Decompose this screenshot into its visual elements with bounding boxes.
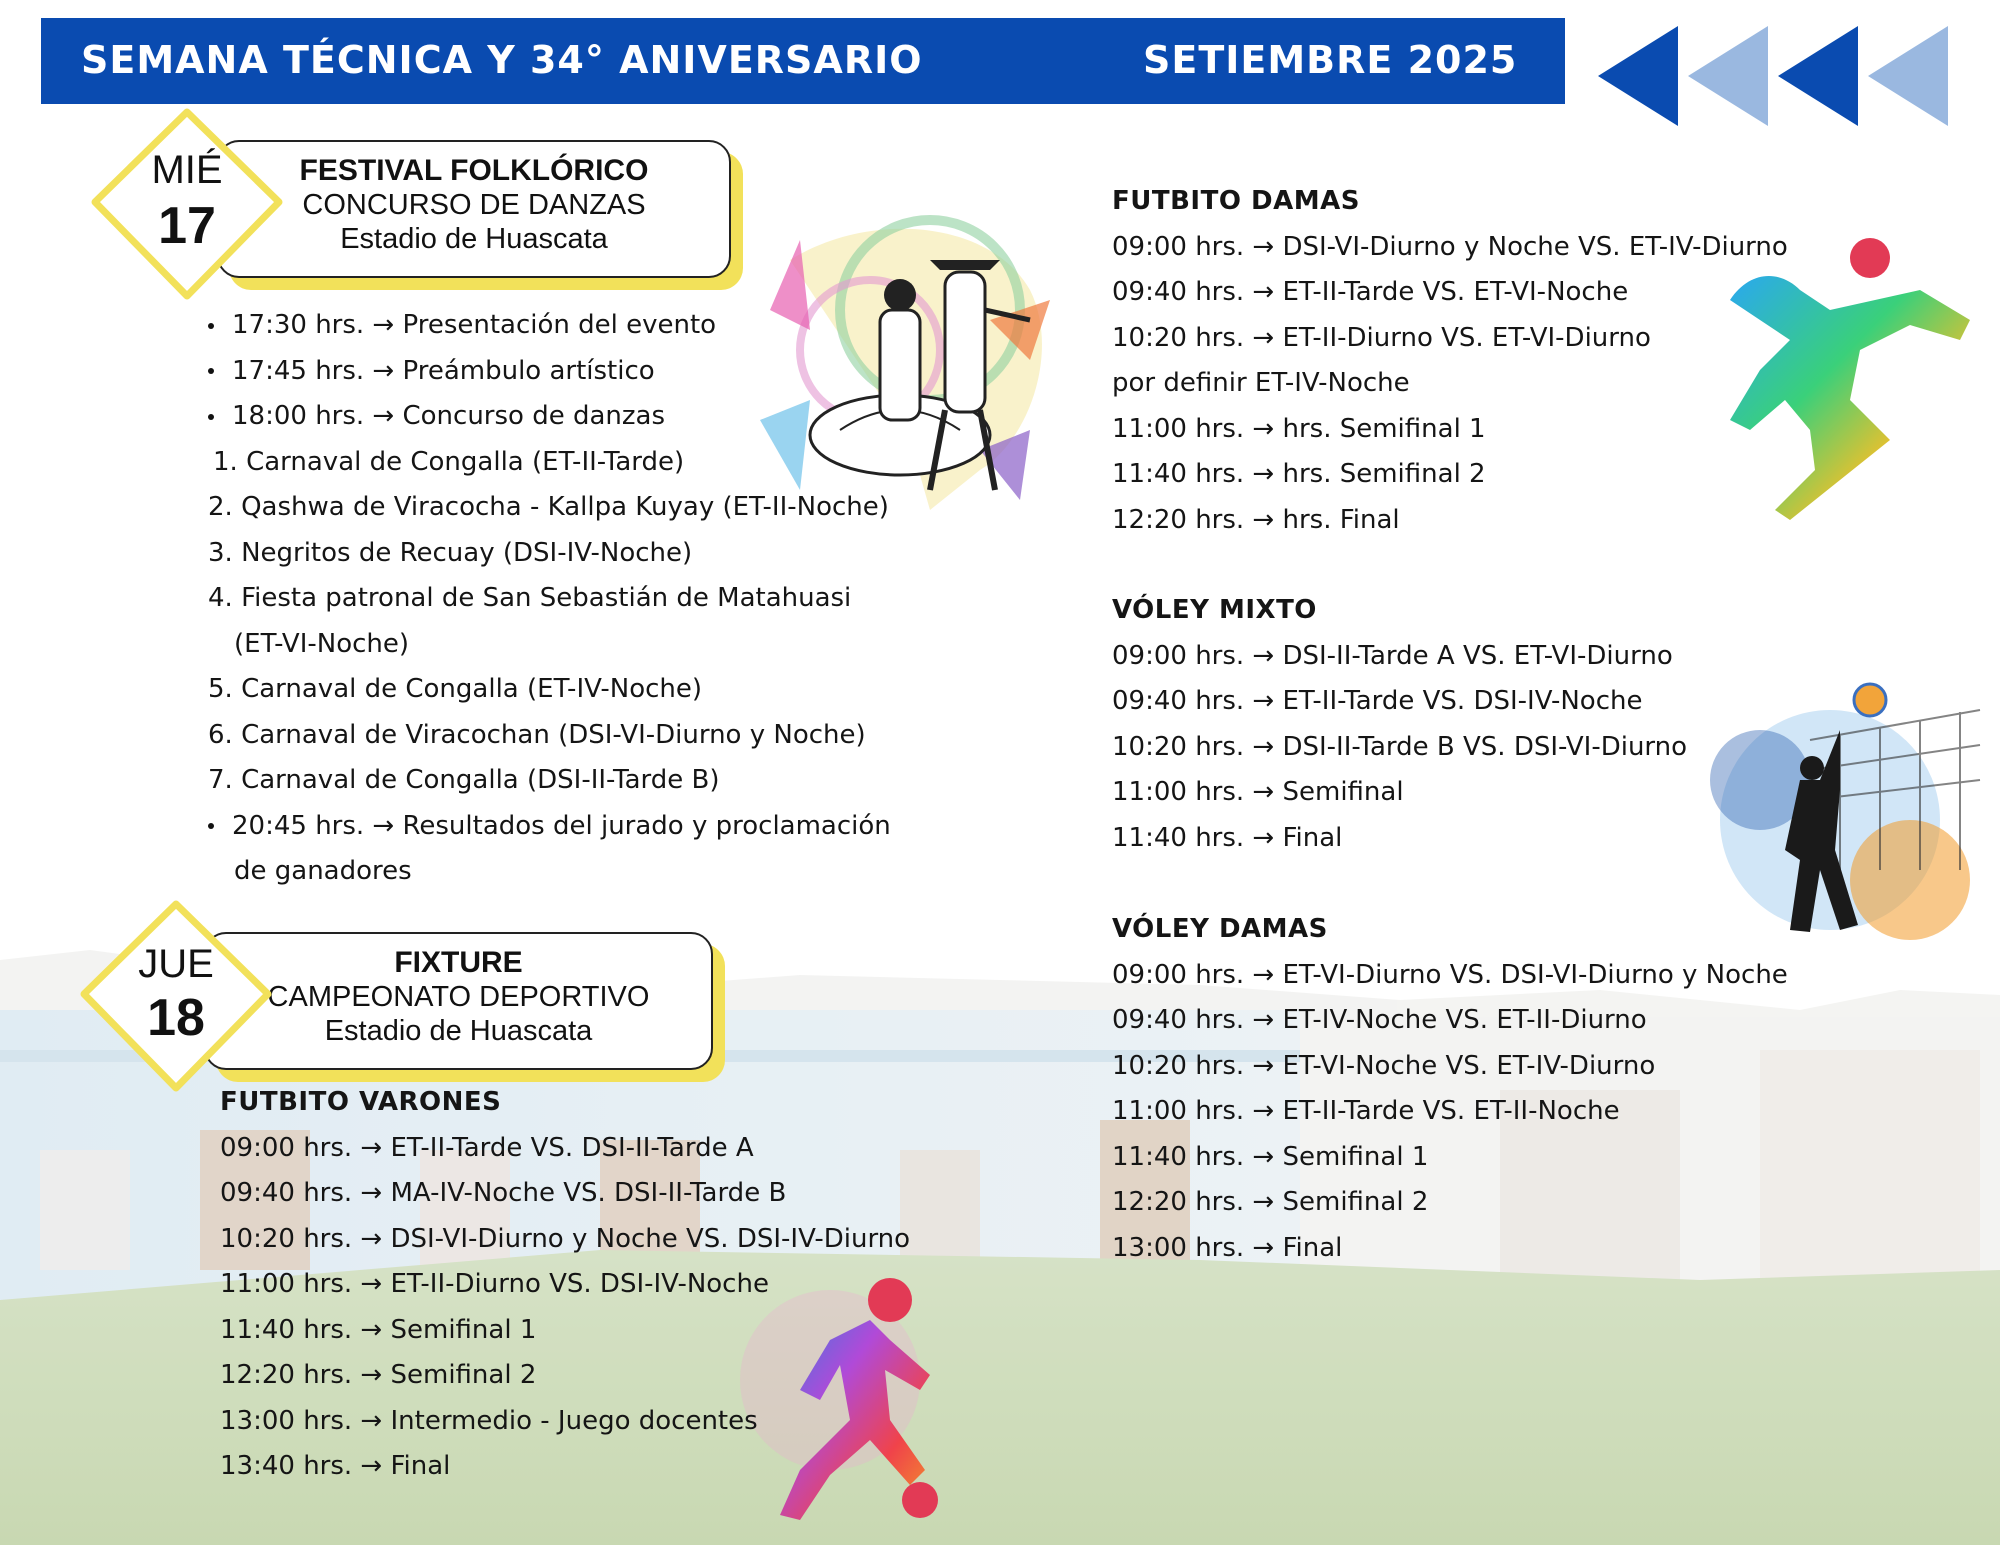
- list-item: 2. Qashwa de Viracocha - Kallpa Kuyay (ET-II-Noche): [208, 492, 889, 522]
- list-item: 18:00 hrs. → Concurso de danzas: [208, 394, 928, 440]
- bullet-icon: [208, 323, 214, 329]
- list-item: 10:20 hrs. → ET-VI-Noche VS. ET-IV-Diurno: [1112, 1050, 1656, 1081]
- event-title: FESTIVAL FOLKLÓRICO: [299, 154, 649, 187]
- list-item: 11:00 hrs. → ET-II-Tarde VS. ET-II-Noche: [1112, 1096, 1620, 1126]
- list-item: 09:40 hrs. → ET-IV-Noche VS. ET-II-Diurno: [1112, 1005, 1647, 1035]
- day-block-thursday: [76, 898, 756, 1098]
- event-subtitle: CONCURSO DE DANZAS: [302, 189, 646, 221]
- list-item: 09:00 hrs. → DSI-VI-Diurno y Noche VS. ET-IV-Diurno: [1112, 231, 1788, 262]
- header-title: SEMANA TÉCNICA Y 34° ANIVERSARIO: [81, 38, 923, 82]
- list-item: (ET-VI-Noche): [234, 628, 410, 659]
- chevron-arrows-icon: [1598, 26, 1958, 126]
- header-date: SETIEMBRE 2025: [1143, 38, 1518, 82]
- section-title: FUTBITO VARONES: [220, 1087, 502, 1117]
- day-block-wednesday: [87, 106, 767, 306]
- list-item: 17:30 hrs. → Presentación del evento: [208, 303, 928, 349]
- list-item: 09:40 hrs. → ET-II-Tarde VS. DSI-IV-Noche: [1112, 686, 1643, 716]
- event-title: FIXTURE: [394, 946, 523, 979]
- list-item: 11:40 hrs. → Semifinal 1: [220, 1314, 537, 1345]
- list-item: 7. Carnaval de Congalla (DSI-II-Tarde B): [208, 765, 720, 795]
- list-item: 11:40 hrs. → hrs. Semifinal 2: [1112, 459, 1486, 489]
- futbito-damas-list: [1112, 179, 1892, 543]
- event-box-festival: [217, 140, 731, 278]
- list-item: 11:00 hrs. → hrs. Semifinal 1: [1112, 413, 1486, 444]
- list-item: 1. Carnaval de Congalla (ET-II-Tarde): [213, 446, 685, 477]
- section-title: FUTBITO DAMAS: [1112, 186, 1360, 216]
- list-item: 17:45 hrs. → Preámbulo artístico: [208, 349, 928, 395]
- event-box-fixture: [204, 932, 713, 1070]
- list-item: 12:20 hrs. → hrs. Final: [1112, 504, 1400, 535]
- list-item: 10:20 hrs. → DSI-II-Tarde B VS. DSI-VI-Diurno: [1112, 731, 1688, 762]
- event-subtitle: CAMPEONATO DEPORTIVO: [267, 981, 650, 1013]
- header-bar: [41, 18, 1565, 104]
- list-item: 11:00 hrs. → Semifinal: [1112, 777, 1404, 807]
- day-number: 18: [147, 989, 205, 1047]
- bullet-icon: [208, 368, 214, 374]
- list-item: 3. Negritos de Recuay (DSI-IV-Noche): [208, 537, 693, 568]
- list-item: 09:40 hrs. → MA-IV-Noche VS. DSI-II-Tarde B: [220, 1178, 787, 1208]
- list-item: de ganadores: [234, 856, 412, 886]
- list-item: 11:40 hrs. → Final: [1112, 822, 1343, 853]
- bullet-icon: [208, 414, 214, 420]
- voley-mixto-list: [1112, 588, 1892, 861]
- bullet-icon: [208, 823, 214, 829]
- list-item: 11:00 hrs. → ET-II-Diurno VS. DSI-IV-Noche: [220, 1269, 769, 1299]
- list-item: 09:00 hrs. → ET-VI-Diurno VS. DSI-VI-Diurno y Noche: [1112, 959, 1788, 990]
- section-title: VÓLEY MIXTO: [1112, 595, 1317, 625]
- list-item: 12:20 hrs. → Semifinal 2: [1112, 1187, 1429, 1217]
- list-item: por definir ET-IV-Noche: [1112, 368, 1410, 398]
- festival-program-list: [208, 303, 928, 895]
- list-item: 09:00 hrs. → ET-II-Tarde VS. DSI-II-Tarde A: [220, 1132, 754, 1163]
- list-item: 4. Fiesta patronal de San Sebastián de Matahuasi: [208, 583, 852, 613]
- day-name: MIÉ: [151, 148, 223, 192]
- list-item: 10:20 hrs. → ET-II-Diurno VS. ET-VI-Diurno: [1112, 322, 1651, 353]
- list-item: 13:40 hrs. → Final: [220, 1451, 451, 1481]
- futbito-varones-list: [220, 1080, 980, 1490]
- day-number: 17: [158, 197, 216, 255]
- list-item: 13:00 hrs. → Intermedio - Juego docentes: [220, 1405, 758, 1436]
- list-item: 13:00 hrs. → Final: [1112, 1232, 1343, 1263]
- list-item: 11:40 hrs. → Semifinal 1: [1112, 1141, 1429, 1172]
- list-item: 6. Carnaval de Viracochan (DSI-VI-Diurno y Noche): [208, 719, 866, 750]
- list-item: 5. Carnaval de Congalla (ET-IV-Noche): [208, 674, 703, 704]
- event-place: Estadio de Huascata: [340, 223, 608, 255]
- list-item: 12:20 hrs. → Semifinal 2: [220, 1360, 537, 1390]
- section-title: VÓLEY DAMAS: [1112, 914, 1328, 944]
- day-name: JUE: [138, 942, 214, 986]
- voley-damas-list: [1112, 907, 1912, 1271]
- list-item: 10:20 hrs. → DSI-VI-Diurno y Noche VS. DSI-IV-Diurno: [220, 1223, 911, 1254]
- list-item: 09:00 hrs. → DSI-II-Tarde A VS. ET-VI-Diurno: [1112, 640, 1673, 671]
- event-place: Estadio de Huascata: [324, 1015, 593, 1047]
- list-item: 20:45 hrs. → Resultados del jurado y proclamación: [208, 804, 928, 850]
- list-item: 09:40 hrs. → ET-II-Tarde VS. ET-VI-Noche: [1112, 277, 1629, 307]
